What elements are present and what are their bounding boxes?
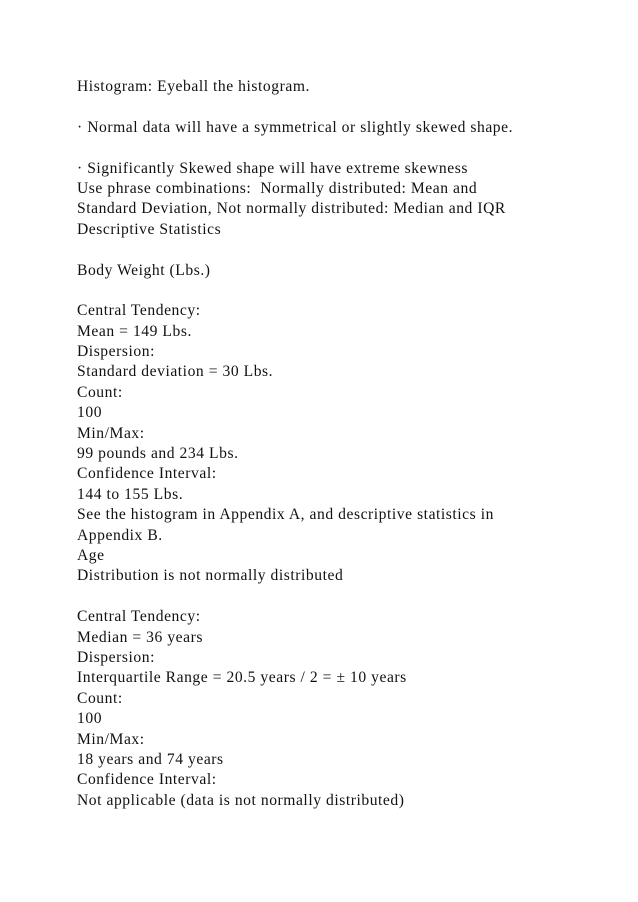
bw-count-value: 100 [77,404,103,422]
phrase-line-2: Standard Deviation, Not normally distributed: Median and IQR [77,200,506,218]
bw-ci-label: Confidence Interval: [77,465,217,483]
age-distribution-note: Distribution is not normally distributed [77,567,344,585]
bw-ci-value: 144 to 155 Lbs. [77,485,184,503]
age-central-tendency-value: Median = 36 years [77,628,203,646]
age-dispersion-label: Dispersion: [77,648,155,666]
bw-see-line-2: Appendix B. [77,526,163,544]
age-minmax-value: 18 years and 74 years [77,750,224,768]
age-ci-label: Confidence Interval: [77,771,217,789]
bw-count-label: Count: [77,383,123,401]
descriptive-heading: Descriptive Statistics [77,220,222,238]
bw-minmax-value: 99 pounds and 234 Lbs. [77,445,239,463]
bw-dispersion-value: Standard deviation = 30 Lbs. [77,363,274,381]
document-body [77,77,617,811]
bw-central-tendency-label: Central Tendency: [77,302,201,320]
bullet-normal: · Normal data will have a symmetrical or slightly skewed shape. [77,118,514,136]
age-minmax-label: Min/Max: [77,730,145,748]
age-ci-value: Not applicable (data is not normally distributed) [77,791,405,809]
bw-dispersion-label: Dispersion: [77,343,155,361]
blank-line [77,138,617,158]
phrase-line-1: Use phrase combinations: Normally distributed: Mean and [77,179,478,197]
bw-central-tendency-value: Mean = 149 Lbs. [77,322,192,340]
blank-line [77,587,617,607]
age-central-tendency-label: Central Tendency: [77,608,201,626]
bw-see-line-1: See the histogram in Appendix A, and descriptive statistics in [77,506,494,524]
age-heading: Age [77,546,105,564]
bullet-skewed: · Significantly Skewed shape will have extreme skewness [77,159,468,177]
bw-minmax-label: Min/Max: [77,424,145,442]
blank-line [77,97,617,117]
age-count-value: 100 [77,710,103,728]
histogram-heading: Histogram: Eyeball the histogram. [77,78,310,95]
body-weight-heading: Body Weight (Lbs.) [77,261,211,279]
age-count-label: Count: [77,689,123,707]
blank-line [77,281,617,301]
age-dispersion-value: Interquartile Range = 20.5 years / 2 = ± 10 years [77,669,407,687]
blank-line [77,240,617,260]
